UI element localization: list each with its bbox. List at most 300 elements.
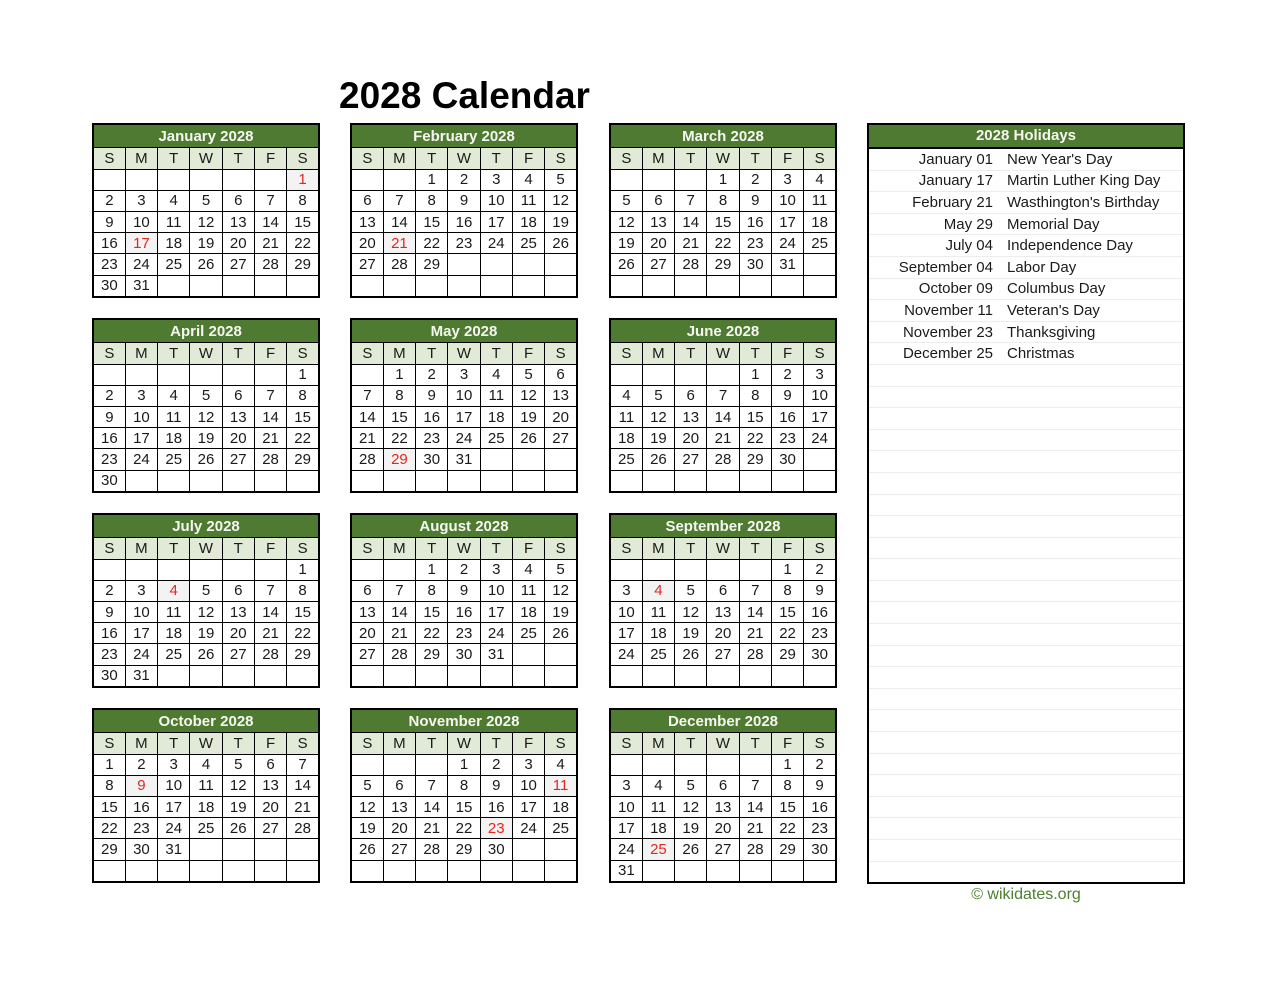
day-cell: 24 [480, 623, 512, 644]
day-cell: 13 [222, 601, 254, 622]
day-cell: 16 [739, 211, 771, 232]
month-calendar-january [92, 123, 320, 298]
day-cell: 27 [383, 839, 415, 860]
empty-cell [448, 860, 480, 882]
day-cell: 8 [707, 190, 739, 211]
day-cell: 6 [222, 190, 254, 211]
day-cell: 26 [222, 818, 254, 839]
day-cell: 6 [254, 754, 286, 775]
day-cell: 11 [158, 211, 190, 232]
day-cell: 13 [254, 775, 286, 796]
empty-cell [642, 860, 674, 882]
holiday-row [869, 257, 1183, 279]
holiday-date: February 21 [912, 193, 993, 211]
day-header-cell: T [480, 733, 512, 754]
empty-cell [480, 449, 512, 470]
day-cell: 22 [771, 818, 803, 839]
empty-cell [125, 470, 157, 492]
empty-cell [287, 470, 319, 492]
day-header-cell: F [254, 343, 286, 364]
day-header-cell: M [125, 148, 157, 169]
day-cell: 17 [610, 623, 642, 644]
day-cell: 22 [93, 818, 125, 839]
month-calendar-august [350, 513, 578, 688]
day-cell: 11 [158, 406, 190, 427]
day-cell: 15 [383, 406, 415, 427]
day-cell: 5 [190, 190, 222, 211]
day-cell: 1 [771, 559, 803, 580]
day-cell: 7 [254, 190, 286, 211]
day-cell: 8 [739, 385, 771, 406]
day-cell: 18 [158, 428, 190, 449]
day-cell: 29 [287, 449, 319, 470]
day-cell: 22 [771, 623, 803, 644]
day-header-cell: W [707, 343, 739, 364]
empty-cell [383, 275, 415, 297]
day-cell: 21 [707, 428, 739, 449]
day-cell: 5 [610, 190, 642, 211]
empty-cell [675, 559, 707, 580]
empty-cell [125, 364, 157, 385]
holiday-row [869, 214, 1183, 236]
day-cell: 14 [287, 775, 319, 796]
empty-cell [545, 275, 577, 297]
holiday-date: September 04 [898, 258, 993, 276]
day-cell: 14 [351, 406, 383, 427]
day-header-cell: S [287, 148, 319, 169]
day-cell: 30 [93, 470, 125, 492]
day-cell: 16 [804, 796, 836, 817]
day-cell: 3 [158, 754, 190, 775]
day-cell: 14 [416, 796, 448, 817]
empty-cell [707, 275, 739, 297]
day-cell: 17 [125, 233, 157, 254]
month-calendar-september [609, 513, 837, 688]
day-cell: 18 [480, 406, 512, 427]
day-cell: 19 [642, 428, 674, 449]
holiday-row [869, 300, 1183, 322]
day-cell: 28 [383, 644, 415, 665]
empty-cell [254, 275, 286, 297]
day-cell: 11 [642, 601, 674, 622]
day-cell: 9 [771, 385, 803, 406]
day-cell: 24 [512, 818, 544, 839]
day-cell: 11 [610, 406, 642, 427]
day-cell: 12 [610, 211, 642, 232]
day-header-cell: T [675, 343, 707, 364]
holiday-name: Thanksgiving [1007, 323, 1096, 341]
day-cell: 11 [158, 601, 190, 622]
day-cell: 17 [125, 428, 157, 449]
day-cell: 30 [416, 449, 448, 470]
day-cell: 22 [707, 233, 739, 254]
day-cell: 3 [125, 580, 157, 601]
day-cell: 16 [93, 623, 125, 644]
holiday-empty-row [869, 818, 1183, 840]
day-cell: 6 [707, 775, 739, 796]
day-cell: 9 [448, 580, 480, 601]
day-cell: 15 [448, 796, 480, 817]
day-cell: 10 [804, 385, 836, 406]
day-cell: 20 [707, 623, 739, 644]
day-cell: 24 [480, 233, 512, 254]
holiday-name: Veteran's Day [1007, 301, 1100, 319]
empty-cell [642, 364, 674, 385]
day-cell: 12 [512, 385, 544, 406]
empty-cell [190, 169, 222, 190]
day-cell: 27 [222, 644, 254, 665]
empty-cell [254, 665, 286, 687]
day-header-cell: T [222, 343, 254, 364]
day-header-cell: S [351, 343, 383, 364]
day-header-cell: M [125, 538, 157, 559]
day-cell: 31 [125, 665, 157, 687]
day-cell: 11 [512, 580, 544, 601]
empty-cell [416, 275, 448, 297]
empty-cell [642, 665, 674, 687]
day-cell: 24 [125, 644, 157, 665]
day-cell: 16 [93, 428, 125, 449]
empty-cell [158, 275, 190, 297]
empty-cell [642, 275, 674, 297]
day-cell: 27 [707, 839, 739, 860]
day-cell: 21 [287, 796, 319, 817]
wikidates-copyright-link[interactable]: © wikidates.org [971, 886, 1081, 903]
day-cell: 2 [93, 385, 125, 406]
day-cell: 24 [610, 644, 642, 665]
day-cell: 24 [125, 254, 157, 275]
day-cell: 27 [675, 449, 707, 470]
day-cell: 12 [190, 601, 222, 622]
day-header-cell: S [351, 148, 383, 169]
day-header-cell: F [512, 343, 544, 364]
empty-cell [158, 665, 190, 687]
day-cell: 24 [158, 818, 190, 839]
day-cell: 22 [739, 428, 771, 449]
day-cell: 11 [190, 775, 222, 796]
day-cell: 7 [707, 385, 739, 406]
day-header-cell: W [190, 148, 222, 169]
day-cell: 3 [448, 364, 480, 385]
empty-cell [254, 169, 286, 190]
empty-cell [707, 754, 739, 775]
day-header-cell: F [512, 148, 544, 169]
holiday-date: December 25 [902, 345, 993, 363]
holiday-empty-row [869, 840, 1183, 862]
day-cell: 30 [804, 839, 836, 860]
month-title: November 2028 [351, 709, 577, 733]
day-cell: 7 [383, 580, 415, 601]
day-cell: 30 [93, 275, 125, 297]
day-cell: 6 [351, 190, 383, 211]
day-cell: 19 [351, 818, 383, 839]
day-header-cell: T [480, 148, 512, 169]
holiday-date: November 23 [902, 323, 993, 341]
day-cell: 17 [512, 796, 544, 817]
day-cell: 25 [545, 818, 577, 839]
empty-cell [222, 839, 254, 860]
holiday-empty-row [869, 710, 1183, 732]
day-cell: 26 [190, 254, 222, 275]
day-cell: 2 [448, 559, 480, 580]
day-cell: 24 [771, 233, 803, 254]
day-cell: 13 [351, 601, 383, 622]
holiday-name: New Year's Day [1007, 150, 1113, 168]
day-cell: 18 [158, 233, 190, 254]
month-title: March 2028 [610, 124, 836, 148]
empty-cell [222, 169, 254, 190]
day-cell: 25 [512, 233, 544, 254]
holiday-empty-row [869, 624, 1183, 646]
day-cell: 26 [351, 839, 383, 860]
day-cell: 4 [804, 169, 836, 190]
day-header-cell: W [707, 148, 739, 169]
day-cell: 11 [642, 796, 674, 817]
day-cell: 4 [610, 385, 642, 406]
day-cell: 27 [707, 644, 739, 665]
empty-cell [545, 470, 577, 492]
day-cell: 20 [351, 233, 383, 254]
day-header-cell: S [93, 343, 125, 364]
empty-cell [771, 665, 803, 687]
day-header-cell: S [93, 733, 125, 754]
day-header-cell: F [254, 538, 286, 559]
day-cell: 20 [675, 428, 707, 449]
day-cell: 30 [804, 644, 836, 665]
day-cell: 4 [642, 775, 674, 796]
empty-cell [512, 860, 544, 882]
holiday-empty-row [869, 732, 1183, 754]
day-header-cell: W [448, 343, 480, 364]
day-cell: 28 [675, 254, 707, 275]
holiday-empty-row [869, 689, 1183, 711]
empty-cell [287, 839, 319, 860]
day-cell: 24 [448, 428, 480, 449]
day-cell: 18 [804, 211, 836, 232]
day-cell: 21 [416, 818, 448, 839]
empty-cell [804, 860, 836, 882]
day-cell: 19 [190, 428, 222, 449]
day-cell: 9 [739, 190, 771, 211]
day-cell: 1 [287, 364, 319, 385]
day-cell: 10 [448, 385, 480, 406]
day-cell: 6 [545, 364, 577, 385]
day-cell: 9 [93, 211, 125, 232]
day-cell: 19 [190, 623, 222, 644]
day-header-cell: T [158, 343, 190, 364]
day-cell: 28 [416, 839, 448, 860]
empty-cell [158, 860, 190, 882]
day-cell: 2 [771, 364, 803, 385]
day-cell: 16 [480, 796, 512, 817]
day-cell: 9 [448, 190, 480, 211]
day-cell: 23 [448, 233, 480, 254]
day-cell: 18 [158, 623, 190, 644]
empty-cell [610, 364, 642, 385]
day-cell: 3 [125, 385, 157, 406]
day-cell: 19 [190, 233, 222, 254]
months-grid [92, 123, 838, 884]
day-cell: 1 [448, 754, 480, 775]
empty-cell [804, 470, 836, 492]
empty-cell [254, 839, 286, 860]
empty-cell [448, 254, 480, 275]
day-cell: 23 [480, 818, 512, 839]
day-cell: 2 [416, 364, 448, 385]
day-cell: 1 [287, 169, 319, 190]
day-cell: 16 [448, 601, 480, 622]
day-cell: 9 [416, 385, 448, 406]
empty-cell [222, 665, 254, 687]
day-cell: 17 [771, 211, 803, 232]
holiday-empty-row [869, 473, 1183, 495]
day-cell: 7 [351, 385, 383, 406]
day-cell: 6 [642, 190, 674, 211]
empty-cell [512, 644, 544, 665]
day-cell: 5 [675, 580, 707, 601]
empty-cell [610, 754, 642, 775]
day-cell: 2 [804, 754, 836, 775]
day-cell: 22 [287, 428, 319, 449]
day-cell: 29 [287, 644, 319, 665]
day-cell: 1 [416, 169, 448, 190]
day-cell: 10 [610, 601, 642, 622]
empty-cell [158, 169, 190, 190]
empty-cell [675, 275, 707, 297]
day-header-cell: F [512, 733, 544, 754]
day-header-cell: W [448, 148, 480, 169]
day-cell: 15 [739, 406, 771, 427]
day-cell: 10 [125, 601, 157, 622]
empty-cell [222, 364, 254, 385]
day-cell: 16 [93, 233, 125, 254]
day-cell: 8 [383, 385, 415, 406]
day-cell: 10 [125, 406, 157, 427]
holiday-empty-row [869, 862, 1183, 883]
empty-cell [190, 559, 222, 580]
empty-cell [545, 665, 577, 687]
day-cell: 20 [545, 406, 577, 427]
day-cell: 26 [512, 428, 544, 449]
day-cell: 6 [351, 580, 383, 601]
empty-cell [804, 254, 836, 275]
day-cell: 3 [771, 169, 803, 190]
day-cell: 16 [804, 601, 836, 622]
empty-cell [254, 470, 286, 492]
empty-cell [480, 665, 512, 687]
day-cell: 28 [383, 254, 415, 275]
day-header-cell: W [448, 733, 480, 754]
day-cell: 12 [222, 775, 254, 796]
day-cell: 2 [804, 559, 836, 580]
empty-cell [125, 169, 157, 190]
day-cell: 30 [93, 665, 125, 687]
day-header-cell: S [545, 343, 577, 364]
day-cell: 28 [254, 644, 286, 665]
day-header-cell: F [771, 343, 803, 364]
day-cell: 7 [416, 775, 448, 796]
day-cell: 30 [448, 644, 480, 665]
empty-cell [707, 559, 739, 580]
empty-cell [675, 169, 707, 190]
day-cell: 18 [512, 211, 544, 232]
day-cell: 5 [351, 775, 383, 796]
day-cell: 17 [480, 211, 512, 232]
empty-cell [512, 449, 544, 470]
day-cell: 27 [222, 449, 254, 470]
day-cell: 17 [610, 818, 642, 839]
empty-cell [480, 860, 512, 882]
day-cell: 16 [416, 406, 448, 427]
month-title: December 2028 [610, 709, 836, 733]
empty-cell [448, 470, 480, 492]
holiday-name: Independence Day [1007, 237, 1133, 255]
day-cell: 31 [448, 449, 480, 470]
day-header-cell: S [93, 538, 125, 559]
day-cell: 12 [190, 211, 222, 232]
empty-cell [610, 470, 642, 492]
day-cell: 18 [642, 818, 674, 839]
day-cell: 19 [610, 233, 642, 254]
empty-cell [512, 470, 544, 492]
holidays-list [869, 149, 1183, 882]
holiday-name: Martin Luther King Day [1007, 172, 1161, 190]
day-cell: 8 [771, 580, 803, 601]
holiday-row [869, 149, 1183, 171]
empty-cell [416, 470, 448, 492]
empty-cell [480, 254, 512, 275]
empty-cell [804, 665, 836, 687]
day-cell: 13 [545, 385, 577, 406]
empty-cell [545, 449, 577, 470]
day-cell: 14 [675, 211, 707, 232]
day-cell: 9 [804, 580, 836, 601]
day-cell: 9 [125, 775, 157, 796]
day-cell: 19 [545, 601, 577, 622]
day-cell: 8 [771, 775, 803, 796]
day-cell: 23 [804, 818, 836, 839]
holiday-empty-row [869, 797, 1183, 819]
day-header-cell: T [222, 538, 254, 559]
empty-cell [675, 860, 707, 882]
empty-cell [351, 275, 383, 297]
day-cell: 3 [125, 190, 157, 211]
day-cell: 12 [545, 190, 577, 211]
day-cell: 22 [287, 233, 319, 254]
day-cell: 20 [383, 818, 415, 839]
day-cell: 25 [158, 254, 190, 275]
day-cell: 4 [158, 385, 190, 406]
day-cell: 13 [675, 406, 707, 427]
empty-cell [351, 665, 383, 687]
day-cell: 4 [512, 169, 544, 190]
day-cell: 26 [675, 839, 707, 860]
day-cell: 25 [158, 449, 190, 470]
day-cell: 5 [190, 385, 222, 406]
day-cell: 21 [739, 623, 771, 644]
day-cell: 26 [545, 233, 577, 254]
day-cell: 6 [383, 775, 415, 796]
empty-cell [707, 364, 739, 385]
holiday-date: January 17 [918, 172, 993, 190]
holiday-name: Memorial Day [1007, 215, 1100, 233]
empty-cell [642, 559, 674, 580]
day-cell: 20 [351, 623, 383, 644]
month-calendar-november [350, 708, 578, 883]
day-cell: 3 [512, 754, 544, 775]
day-header-cell: S [545, 733, 577, 754]
day-header-cell: M [125, 733, 157, 754]
